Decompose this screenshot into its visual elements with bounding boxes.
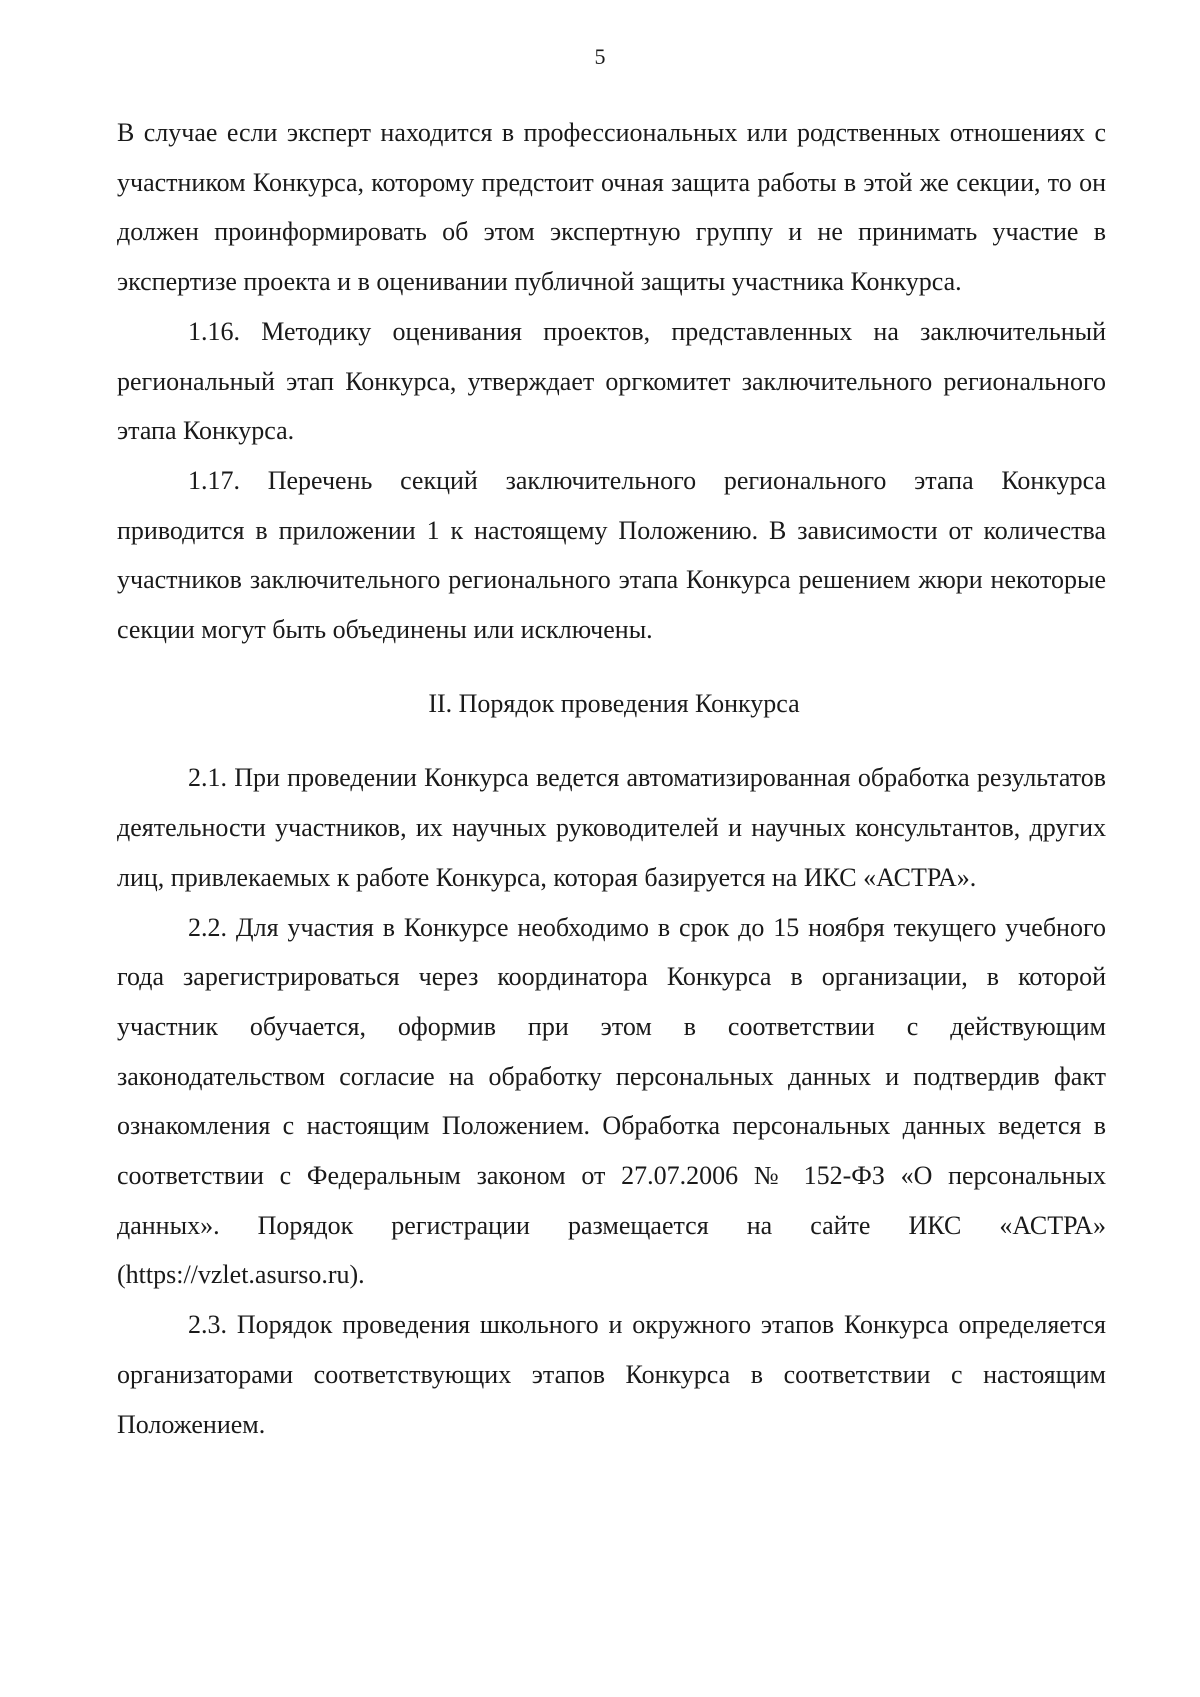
paragraph-2-2: 2.2. Для участия в Конкурсе необходимо в срок до 15 ноября текущего учебного года зарегистрироваться через координатора Конкурса в организации, в которой участник обучается, оформив при этом в соответствии с действующим законодательством согласие на обработку персональных данных и подтвердив факт ознакомления с настоящим Положением. Обработка персональных данных ведется в соответствии с Федеральным законом от 27.07.2006 № 152-ФЗ «О персональных данных». Порядок регистрации размещается на сайте ИКС «АСТРА» (https://vzlet.asurso.ru). — [117, 912, 1106, 1290]
section-heading: II. Порядок проведения Конкурса — [428, 688, 800, 718]
paragraph-2-1: 2.1. При проведении Конкурса ведется автоматизированная обработка результатов деятельности участников, их научных руководителей и научных консультантов, других лиц, привлекаемых к работе Конкурса, которая базируется на ИКС «АСТРА». — [117, 763, 1106, 892]
spacer — [117, 655, 1106, 679]
paragraph-1-16: 1.16. Методику оценивания проектов, представленных на заключительный региональный этап Конкурса, утверждает оргкомитет заключительного регионального этапа Конкурса. — [117, 316, 1106, 446]
paragraph-expert-conflict: В случае если эксперт находится в профессиональных или родственных отношениях с участником Конкурса, которому предстоит очная защита работы в этой же секции, то он должен проинформировать об этом экспертную группу и не принимать участие в экспертизе проекта и в оценивании публичной защиты участника Конкурса. — [117, 118, 1106, 297]
spacer — [117, 728, 1106, 753]
paragraph-1-17: 1.17. Перечень секций заключительного регионального этапа Конкурса приводится в приложении 1 к настоящему Положению. В зависимости от количества участников заключительного регионального этапа Конкурса решением жюри некоторые секции могут быть объединены или исключены. — [117, 465, 1106, 645]
paragraph-2-3: 2.3. Порядок проведения школьного и окружного этапов Конкурса определяется организаторами соответствующих этапов Конкурса в соответствии с настоящим Положением. — [117, 1310, 1106, 1439]
document-body — [117, 108, 1106, 1449]
page-number: 5 — [594, 44, 606, 69]
